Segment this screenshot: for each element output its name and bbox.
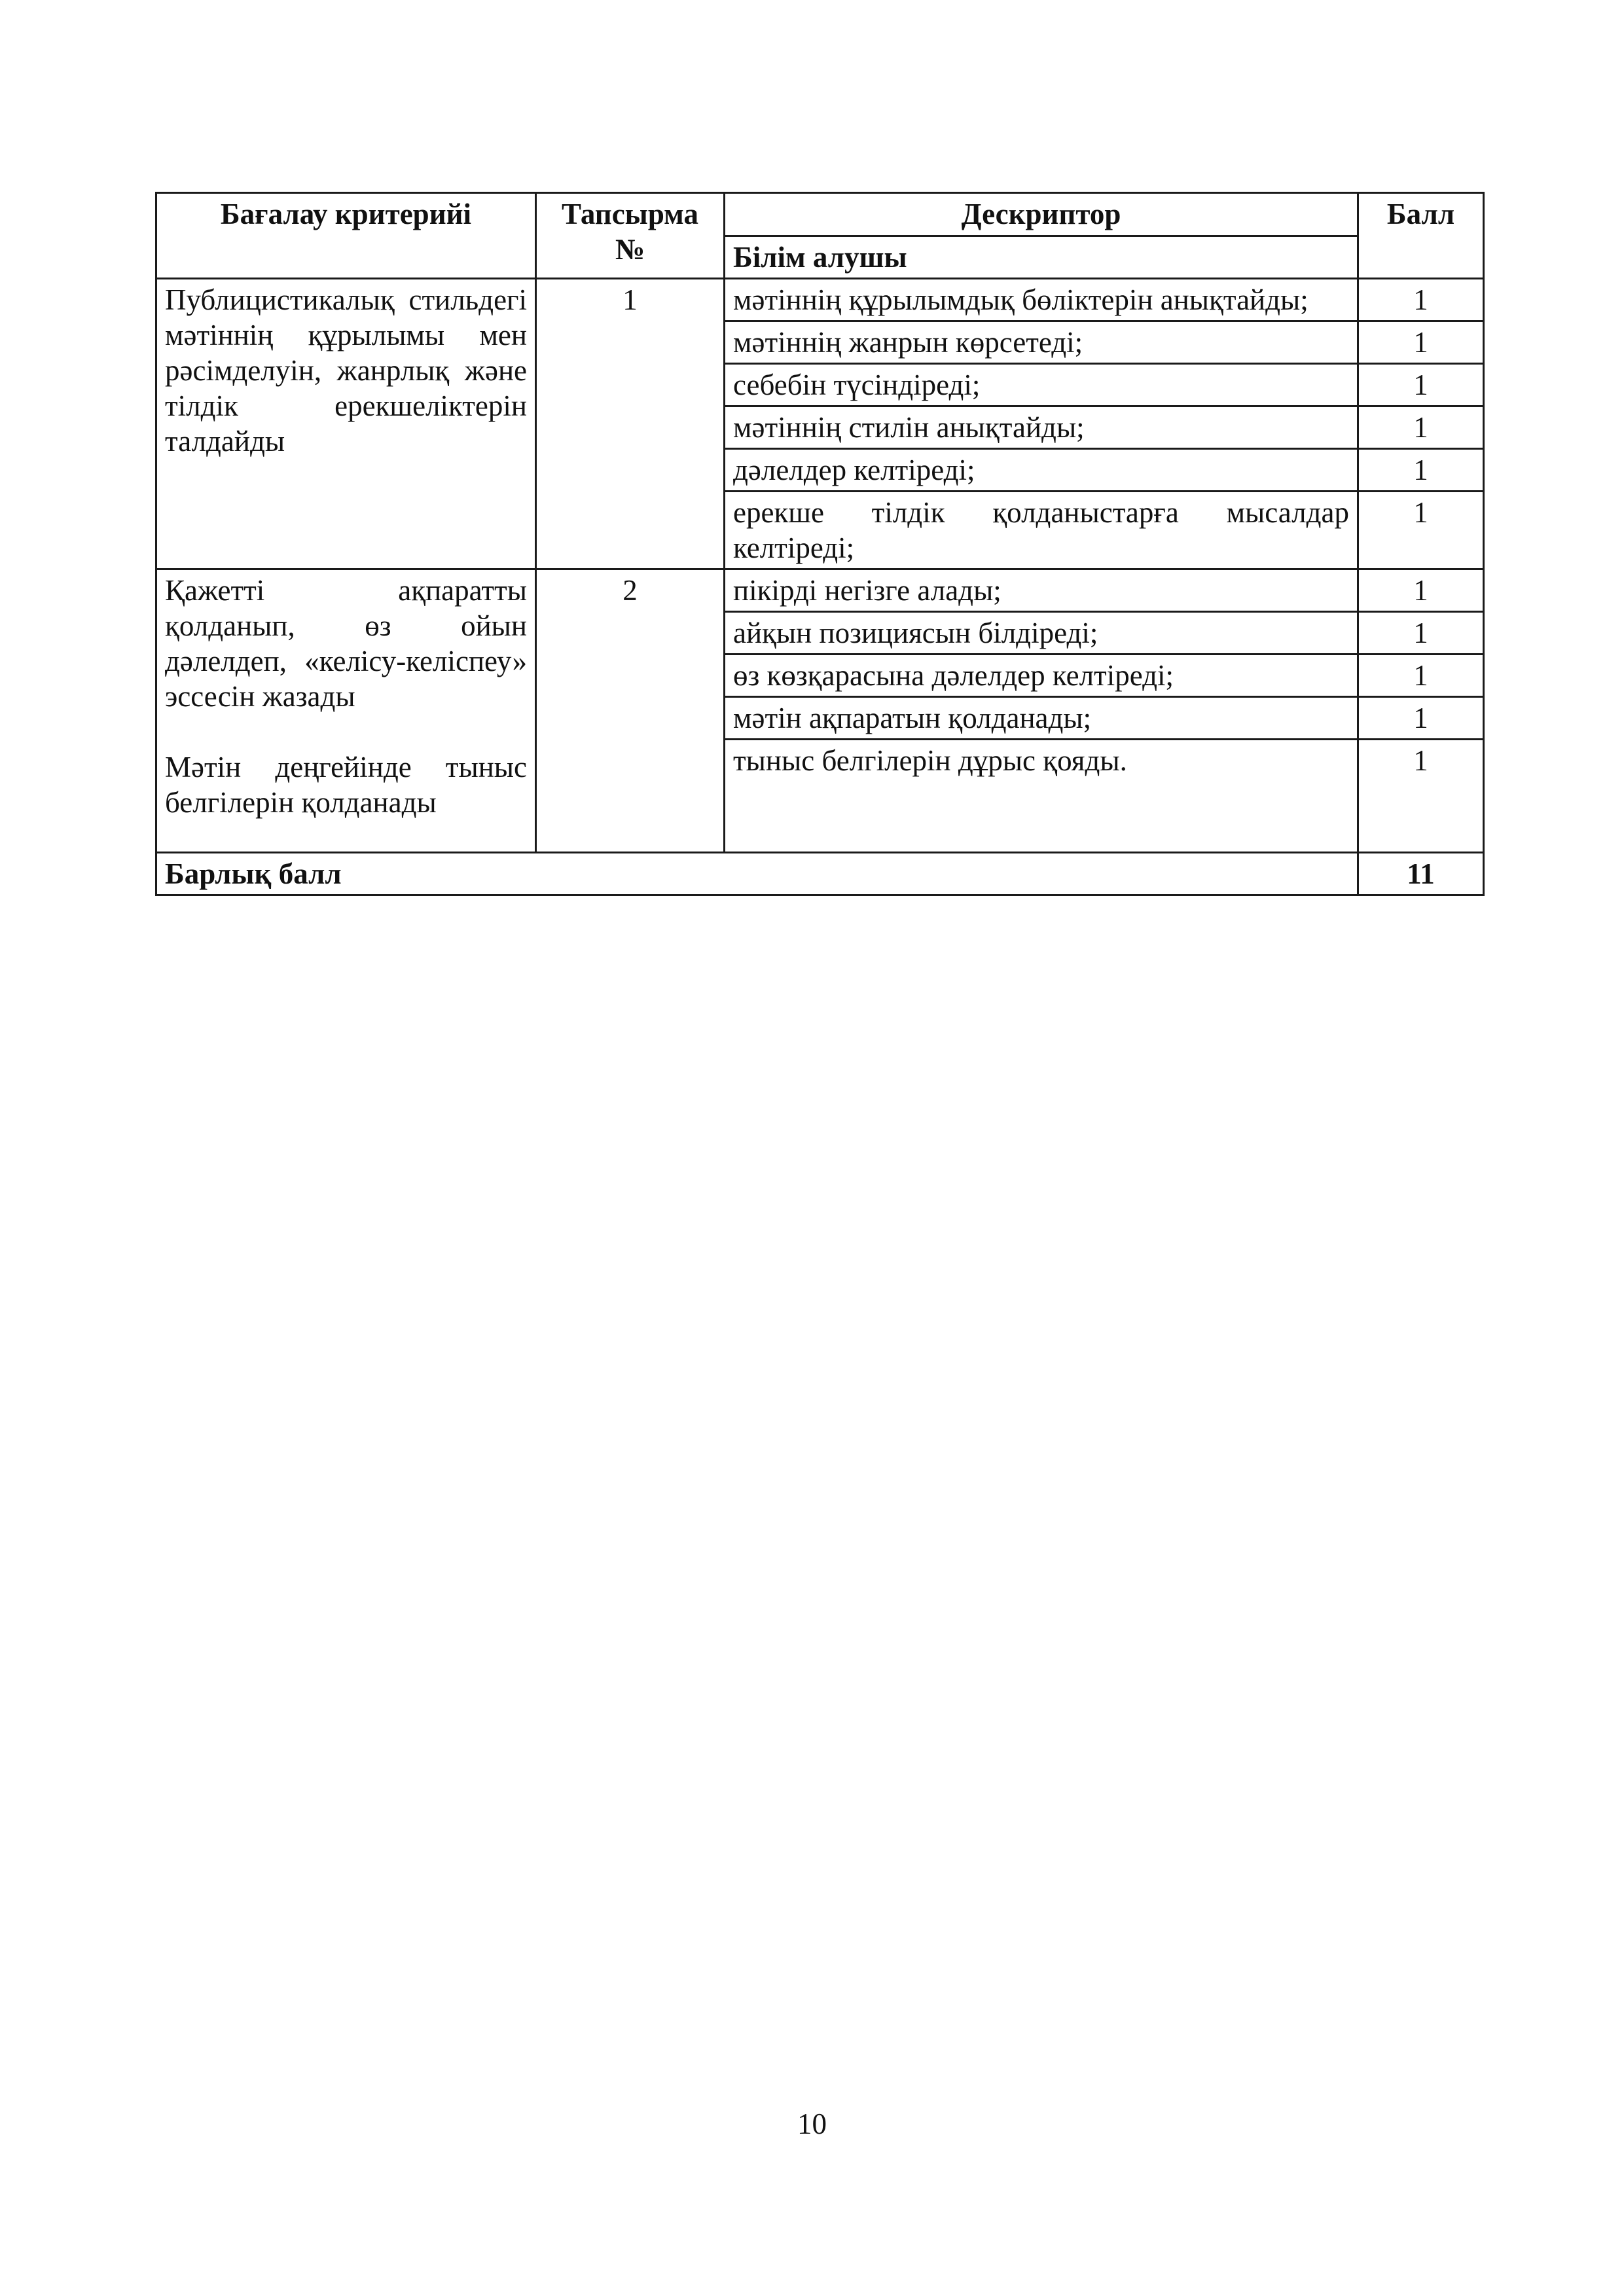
task-number-cell: 1: [536, 279, 725, 569]
descriptor-cell: дәлелдер келтіреді;: [725, 449, 1358, 492]
score-cell: 1: [1358, 655, 1484, 697]
descriptor-cell: айқын позициясын білдіреді;: [725, 612, 1358, 655]
header-task-number: Тапсырма №: [536, 193, 725, 279]
descriptor-cell: пікірді негізге алады;: [725, 569, 1358, 612]
criterion-text: Публицистикалық стильдегі мәтіннің құрылымы мен рәсімделуін, жанрлық және тілдік ерекшеліктерін талдайды: [165, 283, 527, 457]
total-row: [156, 853, 1484, 895]
score-cell: 1: [1358, 612, 1484, 655]
descriptor-cell: мәтіннің жанрын көрсетеді;: [725, 321, 1358, 364]
assessment-table: [155, 192, 1485, 896]
descriptor-cell: мәтіннің құрылымдық бөліктерін анықтайды;: [725, 279, 1358, 321]
descriptor-cell: өз көзқарасына дәлелдер келтіреді;: [725, 655, 1358, 697]
score-cell: 1: [1358, 492, 1484, 569]
score-cell: 1: [1358, 569, 1484, 612]
header-score: Балл: [1358, 193, 1484, 279]
criterion-text: Мәтін деңгейінде тыныс белгілерін қолданады: [165, 751, 527, 819]
score-cell: 1: [1358, 740, 1484, 853]
score-cell: 1: [1358, 697, 1484, 740]
task-number-cell: 2: [536, 569, 725, 853]
page-number: 10: [797, 2108, 827, 2140]
total-score: 11: [1358, 853, 1484, 895]
descriptor-cell: ерекше тілдік қолданыстарға мысалдар келтіреді;: [725, 492, 1358, 569]
table-row: [156, 279, 1484, 321]
descriptor-cell: мәтіннің стилін анықтайды;: [725, 406, 1358, 449]
criterion-cell: [156, 279, 536, 569]
header-criterion: Бағалау критерийі: [156, 193, 536, 279]
header-descriptor: Дескриптор: [725, 193, 1358, 236]
score-cell: 1: [1358, 364, 1484, 406]
criterion-cell: [156, 569, 536, 853]
descriptor-cell: себебін түсіндіреді;: [725, 364, 1358, 406]
score-cell: 1: [1358, 279, 1484, 321]
score-cell: 1: [1358, 449, 1484, 492]
criterion-text: Қажетті ақпаратты қолданып, өз ойын дәлелдеп, «келісу-келіспеу» эссесін жазады: [165, 574, 527, 713]
header-descriptor-sub: Білім алушы: [725, 236, 1358, 279]
descriptor-cell: мәтін ақпаратын қолданады;: [725, 697, 1358, 740]
score-cell: 1: [1358, 321, 1484, 364]
descriptor-cell: тыныс белгілерін дұрыс қояды.: [725, 740, 1358, 853]
total-label: Барлық балл: [156, 853, 1358, 895]
table-row: [156, 569, 1484, 612]
score-cell: 1: [1358, 406, 1484, 449]
